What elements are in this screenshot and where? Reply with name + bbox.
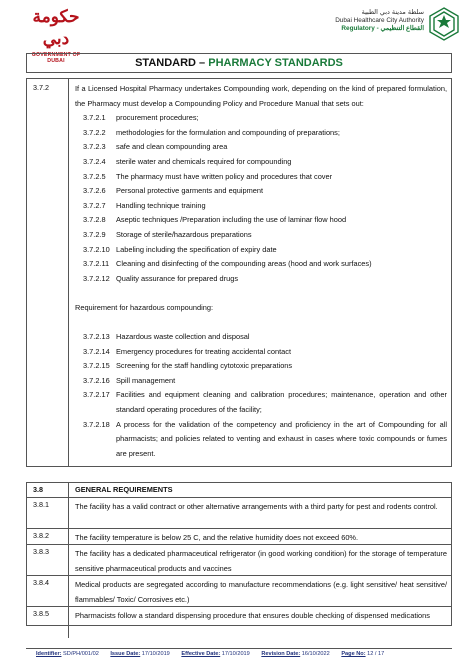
item-text: methodologies for the formulation and compounding of preparations;	[116, 127, 340, 137]
list-item	[75, 213, 447, 228]
revision-date-value: 16/10/2022	[301, 651, 330, 657]
item-number: 3.7.2.15	[83, 361, 110, 371]
list-item	[75, 345, 447, 360]
item-text: Quality assurance for prepared drugs	[116, 273, 239, 283]
page-title	[26, 53, 452, 73]
item-number: 3.7.2.10	[83, 244, 110, 254]
list-item	[75, 155, 447, 170]
item-text: Personal protective garments and equipment	[116, 186, 264, 196]
issue-date-value: 17/10/2019	[141, 651, 170, 657]
item-text: Storage of sterile/hazardous preparations	[116, 229, 252, 239]
item-number: 3.7.2.1	[83, 113, 106, 123]
hazard-items-list	[75, 330, 447, 461]
page-number-value: 12 / 17	[367, 651, 385, 657]
page-footer	[0, 648, 474, 664]
item-number: 3.7.2.9	[83, 229, 106, 239]
item-text: Spill management	[116, 375, 176, 385]
table-row	[27, 545, 451, 576]
row-text: Pharmacists follow a standard dispensing procedure that ensures double checking of dispensed medications	[75, 611, 430, 620]
item-text: Facilities and equipment cleaning and calibration procedures; maintenance, operation and other standard operating procedures of the facility;	[116, 390, 447, 415]
item-number: 3.7.2.11	[83, 259, 110, 269]
page-number-label: Page No:	[341, 651, 366, 657]
item-text: The pharmacy must have written policy and procedures that cover	[116, 171, 333, 181]
list-item	[75, 126, 447, 141]
footer-metadata	[36, 651, 452, 657]
effective-date-value: 17/10/2019	[221, 651, 250, 657]
compounding-items-list	[75, 111, 447, 286]
item-number: 3.7.2.5	[83, 171, 106, 181]
section-number: 3.7.2	[33, 83, 49, 92]
row-number: 3.8.1	[27, 498, 69, 528]
list-item	[75, 330, 447, 345]
item-text: Screening for the staff handling cytotoxic preparations	[116, 361, 293, 371]
authority-english-name: Dubai Healthcare City Authority	[335, 16, 424, 24]
list-item	[75, 170, 447, 185]
logo-arabic-text: حكومة دبي	[32, 7, 80, 49]
list-item	[75, 228, 447, 243]
item-number: 3.7.2.2	[83, 127, 106, 137]
list-item	[75, 272, 447, 287]
item-number: 3.7.2.14	[83, 346, 110, 356]
item-number: 3.7.2.16	[83, 375, 110, 385]
row-number: 3.8.5	[27, 607, 69, 638]
table-header-row	[27, 483, 451, 498]
row-text: Medical products are segregated according to manufacture recommendations (e.g. light sensitive/ heat sensitive/ flammables/ Toxic/ Corrosives etc.)	[75, 580, 447, 604]
item-number: 3.7.2.3	[83, 142, 106, 152]
item-text: Aseptic techniques /Preparation including the use of laminar flow hood	[116, 215, 347, 225]
table-row	[27, 498, 451, 529]
general-requirements-table	[26, 482, 452, 626]
item-number: 3.7.2.7	[83, 200, 106, 210]
section-content	[75, 82, 447, 461]
identifier-label: Identifier:	[36, 651, 62, 657]
list-item	[75, 184, 447, 199]
item-number: 3.7.2.4	[83, 156, 106, 166]
dhcc-authority-logo	[270, 6, 460, 46]
item-text: Cleaning and disinfecting of the compounding areas (hood and work surfaces)	[116, 259, 372, 269]
row-text: The facility has a dedicated pharmaceutical refrigerator (in good working condition) for the storage of temperature sensitive pharmaceutical products and vaccines	[75, 549, 447, 573]
title-standard: STANDARD –	[135, 57, 206, 69]
list-item	[75, 243, 447, 258]
row-number: 3.8.4	[27, 576, 69, 606]
header-number: 3.8	[27, 483, 69, 497]
list-item	[75, 359, 447, 374]
section-intro: If a Licensed Hospital Pharmacy undertakes Compounding work, depending on the kind of prepared formulation, the Pharmacy must develop a Compounding Policy and Procedure Manual that sets out:	[75, 84, 447, 108]
item-number: 3.7.2.13	[83, 332, 110, 342]
table-row	[27, 576, 451, 607]
header-title: GENERAL REQUIREMENTS	[75, 485, 173, 494]
logo-caption: GOVERNMENT OF DUBAI	[31, 52, 81, 64]
title-pharmacy-standards: PHARMACY STANDARDS	[208, 57, 343, 69]
list-item	[75, 199, 447, 214]
item-text: sterile water and chemicals required for compounding	[116, 156, 292, 166]
item-text: Labeling including the specification of expiry date	[116, 244, 277, 254]
item-number: 3.7.2.18	[83, 419, 110, 429]
item-text: Emergency procedures for treating accidental contact	[116, 346, 292, 356]
list-item	[75, 140, 447, 155]
list-item	[75, 388, 447, 417]
item-text: safe and clean compounding area	[116, 142, 228, 152]
issue-date-label: Issue Date:	[110, 651, 141, 657]
item-number: 3.7.2.8	[83, 215, 106, 225]
identifier-value: SD/PH/001/02	[63, 651, 99, 657]
dhcc-emblem-icon	[428, 6, 460, 42]
table-row	[27, 607, 451, 638]
list-item	[75, 418, 447, 462]
row-number: 3.8.2	[27, 529, 69, 544]
row-text: The facility has a valid contract or other alternative arrangements with a third party for pest and rodents control.	[75, 502, 438, 511]
list-item	[75, 111, 447, 126]
hazard-heading: Requirement for hazardous compounding:	[75, 302, 214, 312]
authority-arabic-name: سلطة مدينة دبي الطبية	[361, 8, 424, 16]
row-text: The facility temperature is below 25 C, and the relative humidity does not exceed 60%.	[75, 533, 359, 542]
effective-date-label: Effective Date:	[181, 651, 221, 657]
table-row	[27, 529, 451, 545]
authority-regulatory-label: Regulatory - القطاع التنظيمي	[341, 25, 424, 33]
item-number: 3.7.2.6	[83, 186, 106, 196]
list-item	[75, 257, 447, 272]
item-number: 3.7.2.17	[83, 390, 110, 400]
item-text: Handling technique training	[116, 200, 206, 210]
item-text: A process for the validation of the competency and proficiency in the art of Compounding for all pharmacists; and policies related to venting and exhaust in cases where toxic compounds or fumes are present.	[116, 419, 447, 458]
section-number-cell	[27, 79, 69, 466]
section-3-7-2-table	[26, 78, 452, 467]
item-text: procurement procedures;	[116, 113, 199, 123]
revision-date-label: Revision Date:	[261, 651, 301, 657]
item-text: Hazardous waste collection and disposal	[116, 332, 250, 342]
row-number: 3.8.3	[27, 545, 69, 575]
list-item	[75, 374, 447, 389]
item-number: 3.7.2.12	[83, 273, 110, 283]
